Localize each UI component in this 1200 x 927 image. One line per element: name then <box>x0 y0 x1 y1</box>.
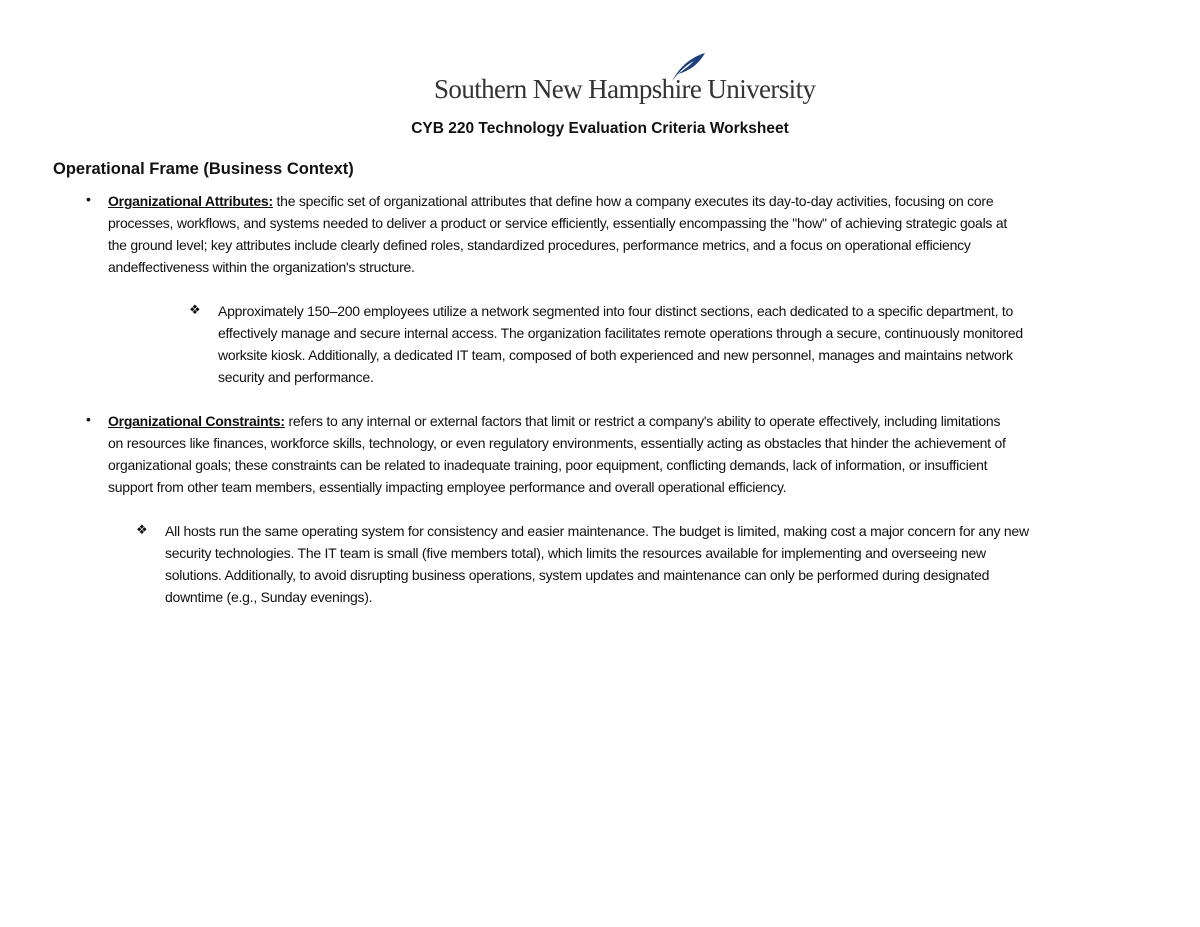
diamond-bullet-icon: ❖ <box>189 302 201 317</box>
subbullet-line: worksite kiosk. Additionally, a dedicated IT team, composed of both experienced and new personnel, manages and maintains network <box>218 347 1013 363</box>
bullet-line: organizational goals; these constraints can be related to inadequate training, poor equipment, conflicting demands, lack of information, or insufficient <box>108 457 988 473</box>
subbullet-line: solutions. Additionally, to avoid disrupting business operations, system updates and maintenance can only be performed during designated <box>165 567 990 583</box>
bullet-line: the ground level; key attributes include clearly defined roles, standardized procedures, performance metrics, and a focus on operational efficiency <box>108 237 971 253</box>
subbullet-line: effectively manage and secure internal access. The organization facilitates remote operations through a secure, continuously monitored <box>218 325 1023 341</box>
bullet-line <box>108 410 1000 432</box>
subbullet-line: downtime (e.g., Sunday evenings). <box>165 589 373 605</box>
subbullet-line: All hosts run the same operating system for consistency and easier maintenance. The budget is limited, making cost a major concern for any new <box>165 523 1029 539</box>
bullet-line: processes, workflows, and systems needed to deliver a product or service efficiently, essentially encompassing the "how" of achieving strategic goals at <box>108 215 1008 231</box>
bullet-icon: • <box>86 411 91 427</box>
bullet-icon: • <box>86 191 91 207</box>
bullet-text: the specific set of organizational attributes that define how a company executes its day-to-day activities, focusing on core <box>272 193 994 209</box>
bullet-label: Organizational Attributes: <box>108 193 273 209</box>
section-heading: Operational Frame (Business Context) <box>53 160 354 178</box>
university-logo <box>434 52 816 108</box>
bullet-line: support from other team members, essentially impacting employee performance and overall operational efficiency. <box>108 479 787 495</box>
bullet-line: on resources like finances, workforce skills, technology, or even regulatory environments, essentially acting as obstacles that hinder the achievement of <box>108 435 1006 451</box>
subbullet-line: security and performance. <box>218 369 374 385</box>
bullet-text: refers to any internal or external factors that limit or restrict a company's ability to operate effectively, including limitations <box>284 413 1001 429</box>
document-title: CYB 220 Technology Evaluation Criteria Worksheet <box>411 120 789 137</box>
logo-text: Southern New Hampshire University <box>434 74 816 104</box>
subbullet-line: security technologies. The IT team is small (five members total), which limits the resources available for implementing and overseeing new <box>165 545 986 561</box>
diamond-bullet-icon: ❖ <box>136 522 148 537</box>
bullet-line <box>108 190 993 212</box>
subbullet-line: Approximately 150–200 employees utilize a network segmented into four distinct sections, each dedicated to a specific department, to <box>218 303 1014 319</box>
bullet-label: Organizational Constraints: <box>108 413 285 429</box>
bullet-line: andeffectiveness within the organization's structure. <box>108 259 415 275</box>
